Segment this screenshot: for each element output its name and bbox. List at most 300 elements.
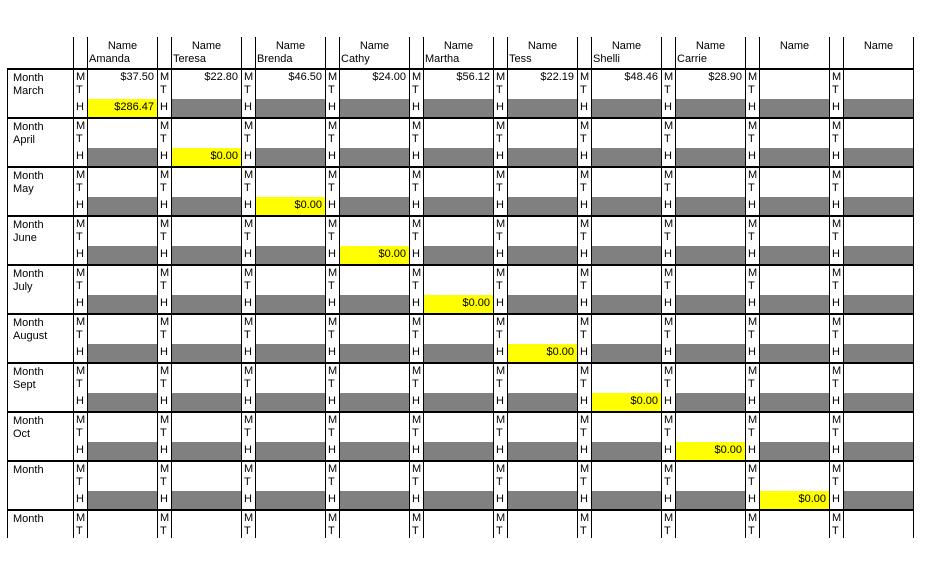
t-value-cell[interactable]: [508, 525, 578, 538]
m-value-cell[interactable]: [760, 412, 830, 427]
row-letter-t-cell[interactable]: T: [578, 280, 592, 293]
h-filled-cell[interactable]: [88, 440, 158, 461]
row-letter-t-cell[interactable]: T: [410, 329, 424, 342]
row-letter-h-cell[interactable]: H: [158, 97, 172, 118]
h-filled-cell[interactable]: [340, 293, 410, 314]
m-value-cell[interactable]: [592, 118, 662, 133]
row-letter-t-cell[interactable]: T: [74, 84, 88, 97]
row-letter-t-cell[interactable]: T: [578, 525, 592, 538]
t-value-cell[interactable]: [676, 231, 746, 244]
t-value-cell[interactable]: [424, 133, 494, 146]
row-letter-h-cell[interactable]: H: [74, 195, 88, 216]
h-filled-cell[interactable]: [592, 97, 662, 118]
t-value-cell[interactable]: [424, 84, 494, 97]
row-letter-h-cell[interactable]: H: [326, 293, 340, 314]
row-letter-h-cell[interactable]: H: [746, 489, 760, 510]
row-letter-m-cell[interactable]: M: [662, 461, 676, 476]
h-filled-cell[interactable]: [508, 244, 578, 265]
row-letter-m-cell[interactable]: M: [746, 363, 760, 378]
row-letter-t-cell[interactable]: T: [578, 427, 592, 440]
header-name-cell[interactable]: [256, 37, 326, 69]
h-filled-cell[interactable]: [844, 244, 914, 265]
month-label-cell[interactable]: [8, 412, 74, 461]
t-value-cell[interactable]: [592, 329, 662, 342]
t-value-cell[interactable]: [592, 525, 662, 538]
m-value-cell[interactable]: [592, 314, 662, 329]
m-value-cell[interactable]: [508, 461, 578, 476]
row-letter-t-cell[interactable]: T: [326, 525, 340, 538]
row-letter-h-cell[interactable]: H: [830, 489, 844, 510]
m-value-cell[interactable]: [340, 314, 410, 329]
h-highlighted-total-cell[interactable]: $0.00: [592, 391, 662, 412]
h-highlighted-total-cell[interactable]: $286.47: [88, 97, 158, 118]
month-label-cell[interactable]: [8, 510, 74, 538]
t-value-cell[interactable]: [256, 427, 326, 440]
row-letter-m-cell[interactable]: M: [242, 314, 256, 329]
t-value-cell[interactable]: [172, 231, 242, 244]
row-letter-t-cell[interactable]: T: [494, 280, 508, 293]
row-letter-t-cell[interactable]: T: [662, 525, 676, 538]
row-letter-t-cell[interactable]: T: [74, 378, 88, 391]
m-value-cell[interactable]: [760, 510, 830, 525]
row-letter-t-cell[interactable]: T: [830, 476, 844, 489]
row-letter-h-cell[interactable]: H: [662, 293, 676, 314]
row-letter-t-cell[interactable]: T: [158, 378, 172, 391]
row-letter-t-cell[interactable]: T: [662, 182, 676, 195]
row-letter-h-cell[interactable]: H: [242, 97, 256, 118]
t-value-cell[interactable]: [256, 231, 326, 244]
t-value-cell[interactable]: [172, 182, 242, 195]
header-mth-spacer-cell[interactable]: [578, 37, 592, 69]
m-value-cell[interactable]: [424, 461, 494, 476]
m-value-cell[interactable]: [676, 216, 746, 231]
m-value-cell[interactable]: [424, 216, 494, 231]
row-letter-t-cell[interactable]: T: [494, 476, 508, 489]
row-letter-t-cell[interactable]: T: [746, 133, 760, 146]
t-value-cell[interactable]: [508, 329, 578, 342]
row-letter-h-cell[interactable]: H: [326, 440, 340, 461]
m-value-cell[interactable]: [256, 510, 326, 525]
t-value-cell[interactable]: [256, 133, 326, 146]
row-letter-m-cell[interactable]: M: [578, 363, 592, 378]
t-value-cell[interactable]: [172, 133, 242, 146]
h-filled-cell[interactable]: [256, 293, 326, 314]
row-letter-h-cell[interactable]: H: [746, 440, 760, 461]
t-value-cell[interactable]: [508, 427, 578, 440]
m-value-cell[interactable]: [340, 167, 410, 182]
row-letter-t-cell[interactable]: T: [242, 182, 256, 195]
t-value-cell[interactable]: [340, 133, 410, 146]
header-name-cell[interactable]: [172, 37, 242, 69]
header-name-cell[interactable]: [424, 37, 494, 69]
row-letter-h-cell[interactable]: H: [494, 293, 508, 314]
row-letter-t-cell[interactable]: T: [662, 133, 676, 146]
row-letter-m-cell[interactable]: M: [578, 118, 592, 133]
row-letter-h-cell[interactable]: H: [158, 244, 172, 265]
header-name-cell[interactable]: [88, 37, 158, 69]
m-value-cell[interactable]: [760, 461, 830, 476]
header-mth-spacer-cell[interactable]: [746, 37, 760, 69]
row-letter-t-cell[interactable]: T: [326, 378, 340, 391]
row-letter-t-cell[interactable]: T: [410, 378, 424, 391]
m-value-cell[interactable]: [592, 363, 662, 378]
h-highlighted-total-cell[interactable]: $0.00: [508, 342, 578, 363]
row-letter-m-cell[interactable]: M: [242, 118, 256, 133]
t-value-cell[interactable]: [340, 427, 410, 440]
row-letter-t-cell[interactable]: T: [410, 84, 424, 97]
row-letter-m-cell[interactable]: M: [830, 216, 844, 231]
row-letter-h-cell[interactable]: H: [326, 391, 340, 412]
row-letter-t-cell[interactable]: T: [746, 427, 760, 440]
t-value-cell[interactable]: [172, 329, 242, 342]
m-value-cell[interactable]: [256, 461, 326, 476]
h-filled-cell[interactable]: [88, 489, 158, 510]
h-filled-cell[interactable]: [340, 146, 410, 167]
row-letter-h-cell[interactable]: H: [746, 146, 760, 167]
m-value-cell[interactable]: [676, 510, 746, 525]
h-filled-cell[interactable]: [676, 146, 746, 167]
h-filled-cell[interactable]: [760, 440, 830, 461]
row-letter-t-cell[interactable]: T: [662, 280, 676, 293]
header-mth-spacer-cell[interactable]: [830, 37, 844, 69]
h-filled-cell[interactable]: [256, 391, 326, 412]
header-name-cell[interactable]: [676, 37, 746, 69]
m-value-cell[interactable]: $56.12: [424, 69, 494, 84]
row-letter-h-cell[interactable]: H: [830, 195, 844, 216]
t-value-cell[interactable]: [844, 476, 914, 489]
m-value-cell[interactable]: [760, 265, 830, 280]
t-value-cell[interactable]: [508, 84, 578, 97]
h-filled-cell[interactable]: [508, 146, 578, 167]
row-letter-h-cell[interactable]: H: [662, 195, 676, 216]
row-letter-m-cell[interactable]: M: [830, 314, 844, 329]
row-letter-h-cell[interactable]: H: [494, 391, 508, 412]
m-value-cell[interactable]: [256, 412, 326, 427]
row-letter-t-cell[interactable]: T: [746, 182, 760, 195]
row-letter-t-cell[interactable]: T: [74, 427, 88, 440]
row-letter-t-cell[interactable]: T: [242, 231, 256, 244]
h-filled-cell[interactable]: [88, 391, 158, 412]
row-letter-t-cell[interactable]: T: [578, 182, 592, 195]
m-value-cell[interactable]: [256, 118, 326, 133]
row-letter-m-cell[interactable]: M: [242, 167, 256, 182]
row-letter-t-cell[interactable]: T: [662, 329, 676, 342]
h-filled-cell[interactable]: [760, 391, 830, 412]
h-filled-cell[interactable]: [592, 293, 662, 314]
row-letter-m-cell[interactable]: M: [74, 510, 88, 525]
row-letter-t-cell[interactable]: T: [830, 84, 844, 97]
t-value-cell[interactable]: [844, 378, 914, 391]
m-value-cell[interactable]: [340, 412, 410, 427]
row-letter-h-cell[interactable]: H: [662, 440, 676, 461]
m-value-cell[interactable]: [172, 412, 242, 427]
row-letter-m-cell[interactable]: M: [578, 412, 592, 427]
m-value-cell[interactable]: [844, 69, 914, 84]
row-letter-m-cell[interactable]: M: [242, 363, 256, 378]
row-letter-m-cell[interactable]: M: [662, 314, 676, 329]
h-filled-cell[interactable]: [424, 489, 494, 510]
row-letter-m-cell[interactable]: M: [242, 412, 256, 427]
t-value-cell[interactable]: [844, 329, 914, 342]
row-letter-h-cell[interactable]: H: [74, 489, 88, 510]
row-letter-h-cell[interactable]: H: [74, 440, 88, 461]
h-filled-cell[interactable]: [592, 342, 662, 363]
row-letter-m-cell[interactable]: M: [74, 216, 88, 231]
row-letter-m-cell[interactable]: M: [578, 314, 592, 329]
t-value-cell[interactable]: [340, 231, 410, 244]
h-filled-cell[interactable]: [256, 489, 326, 510]
row-letter-m-cell[interactable]: M: [662, 265, 676, 280]
h-filled-cell[interactable]: [340, 97, 410, 118]
h-filled-cell[interactable]: [172, 195, 242, 216]
t-value-cell[interactable]: [592, 231, 662, 244]
h-filled-cell[interactable]: [844, 391, 914, 412]
row-letter-h-cell[interactable]: H: [74, 342, 88, 363]
row-letter-h-cell[interactable]: H: [158, 391, 172, 412]
row-letter-m-cell[interactable]: M: [746, 314, 760, 329]
row-letter-h-cell[interactable]: H: [578, 244, 592, 265]
month-label-cell[interactable]: [8, 314, 74, 363]
m-value-cell[interactable]: [508, 314, 578, 329]
t-value-cell[interactable]: [760, 329, 830, 342]
row-letter-h-cell[interactable]: H: [578, 489, 592, 510]
row-letter-h-cell[interactable]: H: [158, 440, 172, 461]
h-filled-cell[interactable]: [424, 391, 494, 412]
t-value-cell[interactable]: [592, 133, 662, 146]
t-value-cell[interactable]: [844, 133, 914, 146]
t-value-cell[interactable]: [88, 329, 158, 342]
row-letter-m-cell[interactable]: M: [158, 167, 172, 182]
row-letter-h-cell[interactable]: H: [158, 293, 172, 314]
h-filled-cell[interactable]: [760, 293, 830, 314]
row-letter-h-cell[interactable]: H: [746, 293, 760, 314]
m-value-cell[interactable]: [508, 265, 578, 280]
row-letter-h-cell[interactable]: H: [494, 440, 508, 461]
h-filled-cell[interactable]: [340, 489, 410, 510]
t-value-cell[interactable]: [508, 280, 578, 293]
row-letter-h-cell[interactable]: H: [242, 391, 256, 412]
row-letter-t-cell[interactable]: T: [494, 427, 508, 440]
header-name-cell[interactable]: [760, 37, 830, 69]
t-value-cell[interactable]: [88, 133, 158, 146]
row-letter-t-cell[interactable]: T: [158, 231, 172, 244]
t-value-cell[interactable]: [172, 427, 242, 440]
m-value-cell[interactable]: [172, 216, 242, 231]
m-value-cell[interactable]: [760, 69, 830, 84]
row-letter-m-cell[interactable]: M: [830, 412, 844, 427]
row-letter-t-cell[interactable]: T: [326, 84, 340, 97]
row-letter-h-cell[interactable]: H: [746, 97, 760, 118]
h-filled-cell[interactable]: [88, 146, 158, 167]
t-value-cell[interactable]: [88, 84, 158, 97]
t-value-cell[interactable]: [424, 280, 494, 293]
h-filled-cell[interactable]: [592, 146, 662, 167]
m-value-cell[interactable]: [88, 363, 158, 378]
row-letter-t-cell[interactable]: T: [494, 84, 508, 97]
t-value-cell[interactable]: [508, 231, 578, 244]
month-label-cell[interactable]: [8, 118, 74, 167]
row-letter-h-cell[interactable]: H: [494, 97, 508, 118]
row-letter-m-cell[interactable]: M: [746, 461, 760, 476]
row-letter-t-cell[interactable]: T: [74, 525, 88, 538]
h-highlighted-total-cell[interactable]: $0.00: [760, 489, 830, 510]
h-filled-cell[interactable]: [676, 391, 746, 412]
row-letter-t-cell[interactable]: T: [326, 133, 340, 146]
t-value-cell[interactable]: [844, 280, 914, 293]
row-letter-h-cell[interactable]: H: [326, 489, 340, 510]
row-letter-h-cell[interactable]: H: [410, 391, 424, 412]
row-letter-t-cell[interactable]: T: [158, 280, 172, 293]
h-filled-cell[interactable]: [844, 293, 914, 314]
row-letter-m-cell[interactable]: M: [662, 167, 676, 182]
header-mth-spacer-cell[interactable]: [494, 37, 508, 69]
m-value-cell[interactable]: [508, 216, 578, 231]
row-letter-m-cell[interactable]: M: [578, 461, 592, 476]
t-value-cell[interactable]: [760, 84, 830, 97]
row-letter-t-cell[interactable]: T: [410, 476, 424, 489]
header-mth-spacer-cell[interactable]: [326, 37, 340, 69]
month-label-cell[interactable]: [8, 69, 74, 118]
row-letter-m-cell[interactable]: M: [74, 314, 88, 329]
row-letter-h-cell[interactable]: H: [578, 342, 592, 363]
m-value-cell[interactable]: [172, 167, 242, 182]
row-letter-m-cell[interactable]: M: [74, 412, 88, 427]
row-letter-h-cell[interactable]: H: [242, 293, 256, 314]
row-letter-t-cell[interactable]: T: [158, 329, 172, 342]
row-letter-h-cell[interactable]: H: [158, 195, 172, 216]
t-value-cell[interactable]: [172, 84, 242, 97]
m-value-cell[interactable]: [508, 412, 578, 427]
row-letter-m-cell[interactable]: M: [326, 265, 340, 280]
row-letter-m-cell[interactable]: M: [326, 216, 340, 231]
row-letter-m-cell[interactable]: M: [410, 363, 424, 378]
h-filled-cell[interactable]: [256, 244, 326, 265]
t-value-cell[interactable]: [88, 182, 158, 195]
m-value-cell[interactable]: [256, 363, 326, 378]
row-letter-m-cell[interactable]: M: [242, 265, 256, 280]
row-letter-t-cell[interactable]: T: [830, 525, 844, 538]
row-letter-m-cell[interactable]: M: [830, 265, 844, 280]
h-filled-cell[interactable]: [508, 293, 578, 314]
row-letter-h-cell[interactable]: H: [74, 244, 88, 265]
row-letter-h-cell[interactable]: H: [746, 342, 760, 363]
t-value-cell[interactable]: [760, 525, 830, 538]
header-name-cell[interactable]: [508, 37, 578, 69]
row-letter-m-cell[interactable]: M: [662, 69, 676, 84]
h-filled-cell[interactable]: [256, 342, 326, 363]
row-letter-m-cell[interactable]: M: [494, 69, 508, 84]
m-value-cell[interactable]: [88, 216, 158, 231]
t-value-cell[interactable]: [844, 427, 914, 440]
t-value-cell[interactable]: [424, 476, 494, 489]
m-value-cell[interactable]: [88, 118, 158, 133]
row-letter-m-cell[interactable]: M: [746, 118, 760, 133]
row-letter-h-cell[interactable]: H: [746, 244, 760, 265]
row-letter-m-cell[interactable]: M: [494, 461, 508, 476]
row-letter-m-cell[interactable]: M: [578, 265, 592, 280]
m-value-cell[interactable]: [676, 118, 746, 133]
m-value-cell[interactable]: $37.50: [88, 69, 158, 84]
row-letter-h-cell[interactable]: H: [494, 489, 508, 510]
row-letter-t-cell[interactable]: T: [410, 182, 424, 195]
m-value-cell[interactable]: [172, 510, 242, 525]
row-letter-m-cell[interactable]: M: [158, 216, 172, 231]
t-value-cell[interactable]: [172, 378, 242, 391]
row-letter-t-cell[interactable]: T: [410, 525, 424, 538]
m-value-cell[interactable]: [844, 363, 914, 378]
m-value-cell[interactable]: $28.90: [676, 69, 746, 84]
h-filled-cell[interactable]: [592, 489, 662, 510]
row-letter-m-cell[interactable]: M: [494, 265, 508, 280]
h-filled-cell[interactable]: [172, 244, 242, 265]
row-letter-t-cell[interactable]: T: [578, 476, 592, 489]
t-value-cell[interactable]: [340, 476, 410, 489]
row-letter-t-cell[interactable]: T: [494, 133, 508, 146]
t-value-cell[interactable]: [592, 476, 662, 489]
row-letter-t-cell[interactable]: T: [830, 378, 844, 391]
row-letter-m-cell[interactable]: M: [158, 363, 172, 378]
m-value-cell[interactable]: [88, 461, 158, 476]
row-letter-m-cell[interactable]: M: [410, 118, 424, 133]
row-letter-m-cell[interactable]: M: [242, 69, 256, 84]
row-letter-t-cell[interactable]: T: [746, 525, 760, 538]
m-value-cell[interactable]: [172, 265, 242, 280]
month-label-cell[interactable]: [8, 363, 74, 412]
m-value-cell[interactable]: [676, 314, 746, 329]
m-value-cell[interactable]: [424, 167, 494, 182]
m-value-cell[interactable]: [424, 363, 494, 378]
m-value-cell[interactable]: [592, 216, 662, 231]
t-value-cell[interactable]: [508, 476, 578, 489]
t-value-cell[interactable]: [676, 280, 746, 293]
m-value-cell[interactable]: [424, 314, 494, 329]
m-value-cell[interactable]: [172, 363, 242, 378]
h-filled-cell[interactable]: [760, 146, 830, 167]
h-highlighted-total-cell[interactable]: $0.00: [676, 440, 746, 461]
t-value-cell[interactable]: [424, 525, 494, 538]
row-letter-t-cell[interactable]: T: [410, 427, 424, 440]
row-letter-h-cell[interactable]: H: [158, 146, 172, 167]
m-value-cell[interactable]: $24.00: [340, 69, 410, 84]
row-letter-h-cell[interactable]: H: [326, 244, 340, 265]
t-value-cell[interactable]: [844, 84, 914, 97]
row-letter-m-cell[interactable]: M: [662, 510, 676, 525]
t-value-cell[interactable]: [676, 133, 746, 146]
row-letter-h-cell[interactable]: H: [242, 146, 256, 167]
m-value-cell[interactable]: [340, 118, 410, 133]
row-letter-t-cell[interactable]: T: [410, 231, 424, 244]
row-letter-m-cell[interactable]: M: [494, 510, 508, 525]
t-value-cell[interactable]: [172, 476, 242, 489]
h-filled-cell[interactable]: [340, 342, 410, 363]
t-value-cell[interactable]: [340, 329, 410, 342]
m-value-cell[interactable]: [88, 265, 158, 280]
row-letter-t-cell[interactable]: T: [578, 133, 592, 146]
h-filled-cell[interactable]: [88, 244, 158, 265]
row-letter-t-cell[interactable]: T: [326, 231, 340, 244]
row-letter-t-cell[interactable]: T: [242, 84, 256, 97]
h-filled-cell[interactable]: [592, 244, 662, 265]
row-letter-m-cell[interactable]: M: [242, 510, 256, 525]
t-value-cell[interactable]: [592, 182, 662, 195]
m-value-cell[interactable]: [340, 461, 410, 476]
h-filled-cell[interactable]: [256, 440, 326, 461]
row-letter-h-cell[interactable]: H: [830, 440, 844, 461]
h-filled-cell[interactable]: [256, 146, 326, 167]
row-letter-h-cell[interactable]: H: [830, 293, 844, 314]
m-value-cell[interactable]: [844, 118, 914, 133]
m-value-cell[interactable]: [424, 412, 494, 427]
